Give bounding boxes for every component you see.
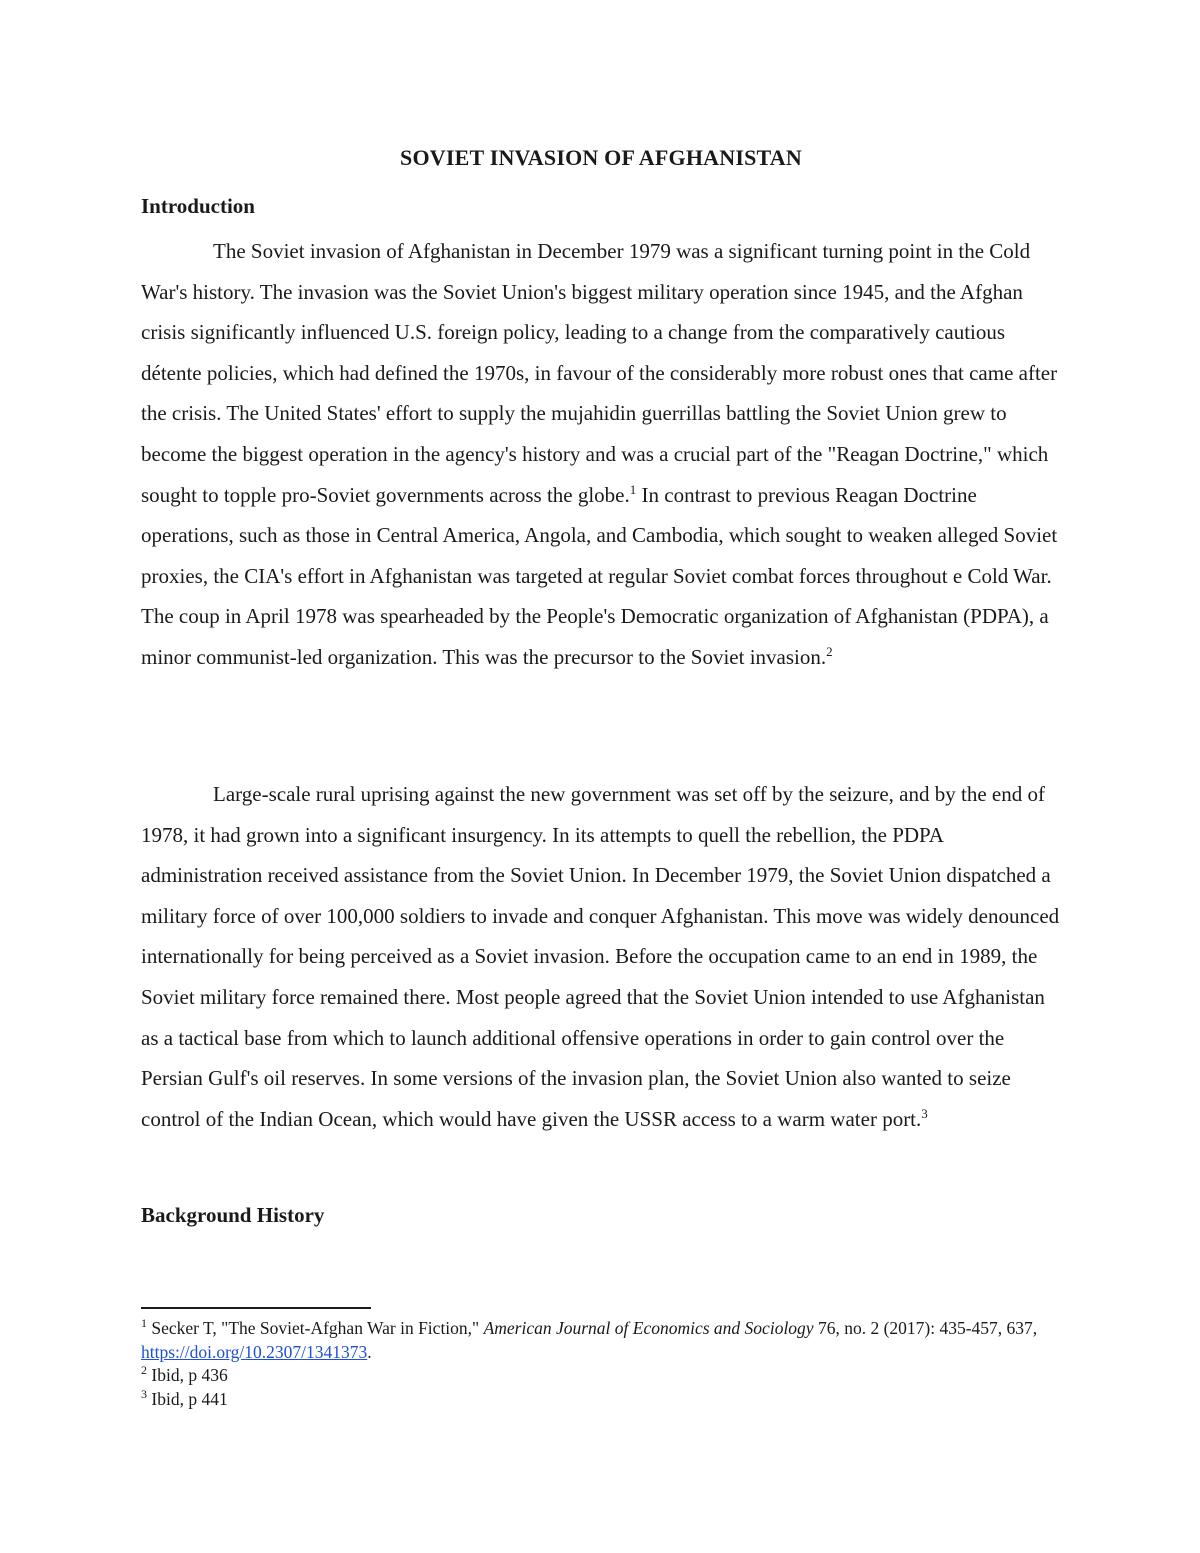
footnote-journal-title: American Journal of Economics and Sociology <box>483 1318 814 1338</box>
footnote-text: Secker T, "The Soviet-Afghan War in Fiction," <box>147 1318 484 1338</box>
paragraph-text: The Soviet invasion of Afghanistan in December 1979 was a significant turning point in the Cold War's history. The invasion was the Soviet Union's biggest military operation since 1945, and the Afghan crisis significantly influenced U.S. foreign policy, leading to a change from the comparatively cautious détente policies, which had defined the 1970s, in favour of the considerably more robust ones that came after the crisis. The United States' effort to supply the mujahidin guerrillas battling the Soviet Union grew to become the biggest operation in the agency's history and was a crucial part of the "Reagan Doctrine," which sought to topple pro-Soviet governments across the globe. <box>141 239 1058 507</box>
footnote-reference[interactable]: 2 <box>826 643 833 659</box>
footnote-reference[interactable]: 3 <box>921 1105 928 1121</box>
paragraph-introduction-2 <box>141 774 1061 1139</box>
footnote-1 <box>141 1317 1061 1364</box>
footnote-text: 76, no. 2 (2017): 435-457, 637, <box>813 1318 1038 1338</box>
footnote-2 <box>141 1364 1061 1388</box>
footnote-3 <box>141 1388 1061 1412</box>
footnote-doi-link[interactable]: https://doi.org/10.2307/1341373 <box>141 1341 368 1362</box>
footnote-number: 3 <box>141 1386 147 1401</box>
footnote-separator <box>141 1307 371 1309</box>
footnote-number: 2 <box>141 1363 147 1378</box>
footnote-text: . <box>367 1341 372 1362</box>
document-title: SOVIET INVASION OF AFGHANISTAN <box>400 145 802 170</box>
paragraph-introduction-1 <box>141 231 1061 678</box>
section-heading-background-history: Background History <box>141 1203 325 1227</box>
section-heading-introduction: Introduction <box>141 194 255 218</box>
footnote-text: Ibid, p 436 <box>147 1365 228 1385</box>
footnote-reference[interactable]: 1 <box>629 481 637 497</box>
footnote-number: 1 <box>141 1316 147 1331</box>
paragraph-text: Large-scale rural uprising against the new government was set off by the seizure, and by the end of 1978, it had grown into a significant insurgency. In its attempts to quell the rebellion, the PDPA administration received assistance from the Soviet Union. In December 1979, the Soviet Union dispatched a military force of over 100,000 soldiers to invade and conquer Afghanistan. This move was widely denounced internationally for being perceived as a Soviet invasion. Before the occupation came to an end in 1989, the Soviet military force remained there. Most people agreed that the Soviet Union intended to use Afghanistan as a tactical base from which to launch additional offensive operations in order to gain control over the Persian Gulf's oil reserves. In some versions of the invasion plan, the Soviet Union also wanted to seize control of the Indian Ocean, which would have given the USSR access to a warm water port. <box>141 782 1060 1131</box>
footnote-text: Ibid, p 441 <box>147 1388 228 1409</box>
paragraph-text: In contrast to previous Reagan Doctrine operations, such as those in Central America, Angola, and Cambodia, which sought to weaken alleged Soviet proxies, the CIA's effort in Afghanistan was targeted at regular Soviet combat forces throughout e Cold War. The coup in April 1978 was spearheaded by the People's Democratic organization of Afghanistan (PDPA), a minor communist-led organization. This was the precursor to the Soviet invasion. <box>141 482 1058 669</box>
footnotes <box>141 1317 1061 1411</box>
